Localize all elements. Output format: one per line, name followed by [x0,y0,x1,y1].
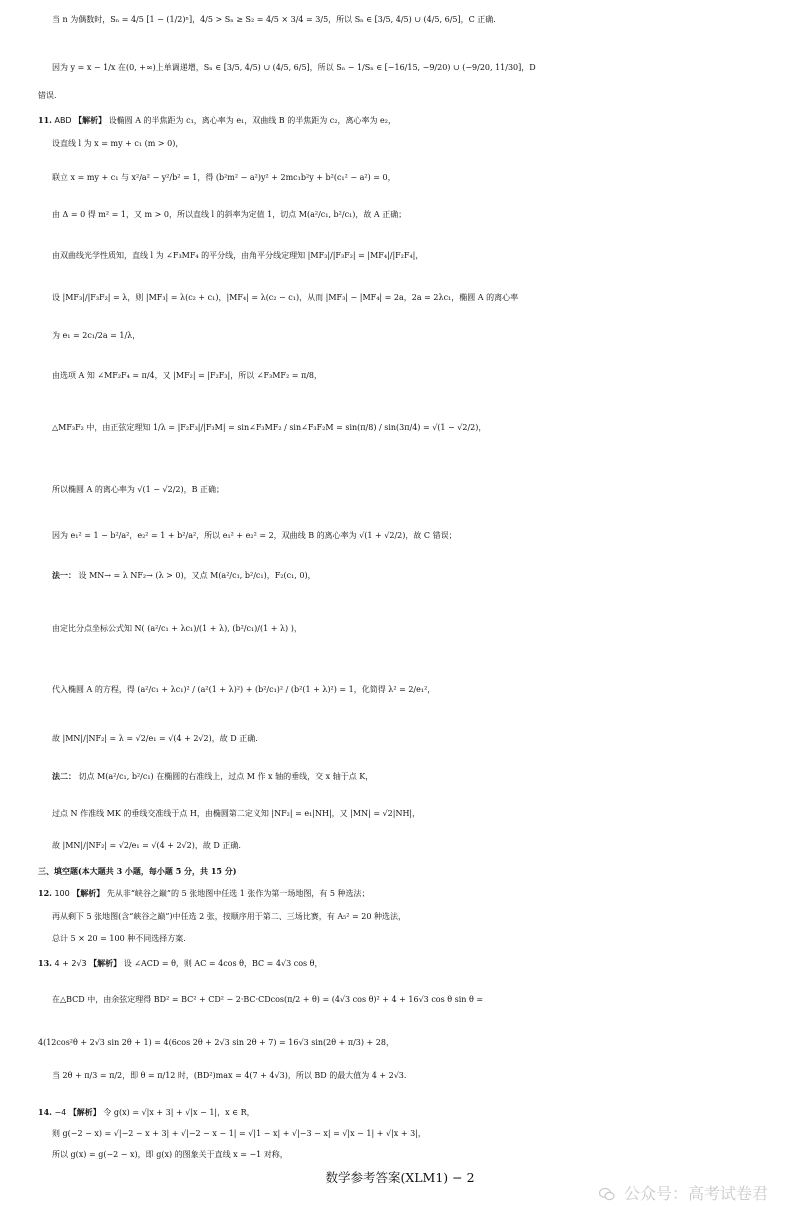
text-line: 当 2θ + π/3 = π/2，即 θ = π/12 时，(BD²)max = 4(7 + 4√3)，所以 BD 的最大值为 4 + 2√3. [52,1071,407,1080]
question-number: 13. [38,958,52,968]
question-number: 14. [38,1107,52,1117]
text-line: 为 e₁ = 2c₁/2a = 1/λ， [52,331,141,340]
question-answer: −4 [54,1108,67,1117]
text-line: 当 n 为偶数时，Sₙ = 4/5 [1 − (1/2)ⁿ]，4/5 > Sₙ ≥ S₂ = 4/5 × 3/4 = 3/5，所以 Sₙ ∈ [3/5, 4/5) ∪ (4/5, 6/5]，C 正确. [52,15,496,24]
text-line: 所以椭圆 A 的离心率为 √(1 − √2/2)，B 正确； [52,485,225,494]
text-line: 错误. [38,91,57,100]
text-line: 故 |MN|/|NF₂| = λ = √2/e₁ = √(4 + 2√2)，故 D 正确. [52,734,258,743]
text-line: 则 g(−2 − x) = √|−2 − x + 3| + √|−2 − x − 1| = √|1 − x| + √|−3 − x| = √|x − 1| + √|x + 3|， [52,1129,426,1138]
question-number: 12. [38,888,52,898]
section-heading: 三、填空题(本大题共 3 小题，每小题 5 分，共 15 分) [38,866,237,876]
analysis-tag: 【解析】 [72,889,105,898]
watermark-text: 公众号：高考试卷君 [623,1184,768,1203]
text-line: 设 ∠ACD = θ，则 AC = 4cos θ，BC = 4√3 cos θ， [123,959,323,968]
q11-first-line [0,115,800,126]
text-line: 切点 M(a²/c₁, b²/c₁) 在椭圆的右准线上，过点 M 作 x 轴的垂线，交 x 轴于点 K， [78,772,374,781]
text-line: 令 g(x) = √|x + 3| + √|x − 1|，x ∈ R， [103,1108,255,1117]
analysis-tag: 【解析】 [68,1108,101,1117]
method-label: 法二： [52,771,76,781]
page-footer: 数学参考答案(XLM1) − 2 [325,1170,475,1185]
text-line: 总计 5 × 20 = 100 种不同选择方案. [52,934,186,943]
text-line: 联立 x = my + c₁ 与 x²/a² − y²/b² = 1，得 (b²m² − a²)y² + 2mc₁b²y + b²(c₁² − a²) = 0， [52,173,396,182]
method-two-line [0,771,800,782]
text-line: 设 MN→ = λ NF₂→ (λ > 0)，又点 M(a²/c₁, b²/c₁)，F₂(c₁, 0)， [78,571,316,580]
q12-first-line [0,888,800,899]
text-line: 再从剩下 5 张地图(含“峡谷之巅”)中任选 2 张，按顺序用于第二、三场比赛，有 A₅² = 20 种选法， [52,912,407,921]
method-label: 法一： [52,570,76,580]
text-line: △MF₃F₂ 中，由正弦定理知 1/λ = |F₂F₃|/|F₃M| = sin∠F₃MF₂ / sin∠F₃F₂M = sin(π/8) / sin(3π/4) = √(1 − √2/2)， [52,423,487,432]
text-line: 由双曲线光学性质知，直线 l 为 ∠F₃MF₄ 的平分线，由角平分线定理知 |MF₃|/|F₃F₂| = |MF₄|/|F₂F₄|， [52,251,424,260]
question-number: 11. [38,115,52,125]
wechat-icon [599,1187,615,1201]
method-one-line [0,570,800,581]
text-line: 故 |MN|/|NF₂| = √2/e₁ = √(4 + 2√2)，故 D 正确. [52,841,241,850]
q14-first-line [0,1107,800,1118]
question-answer: 4 + 2√3 [54,959,87,968]
text-line: 设直线 l 为 x = my + c₁ (m > 0)， [52,139,184,148]
text-line: 先从非“峡谷之巅”的 5 张地图中任选 1 张作为第一场地图，有 5 种选法； [106,889,370,898]
analysis-tag: 【解析】 [89,959,122,968]
analysis-tag: 【解析】 [74,116,107,125]
text-line: 代入椭圆 A 的方程，得 (a²/c₁ + λc₁)² / (a²(1 + λ)²) + (b²/c₁)² / (b²(1 + λ)²) = 1，化简得 λ² = 2/e₁²， [52,685,436,694]
question-answer: ABD [54,116,72,125]
text-line: 设 |MF₃|/|F₃F₂| = λ，则 |MF₃| = λ(c₂ + c₁)，|MF₄| = λ(c₂ − c₁)，从而 |MF₃| − |MF₄| = 2a，2a = 2λc₁，椭圆 A 的离心率 [52,293,519,302]
text-line: 因为 y = x − 1/x 在(0, +∞)上单调递增，Sₙ ∈ [3/5, 4/5) ∪ (4/5, 6/5]，所以 Sₙ − 1/Sₙ ∈ [−16/15, −9/20) ∪ (−9/20, 11/30]，D [52,63,536,72]
q13-first-line [0,958,800,969]
text-line: 所以 g(x) = g(−2 − x)，即 g(x) 的图象关于直线 x = −1 对称， [52,1150,288,1159]
text-line: 由定比分点坐标公式知 N( (a²/c₁ + λc₁)/(1 + λ), (b²/c₁)/(1 + λ) )， [52,624,302,633]
text-line: 设椭圆 A 的半焦距为 c₁，离心率为 e₁，双曲线 B 的半焦距为 c₂，离心率为 e₂， [108,116,396,125]
text-line: 在△BCD 中，由余弦定理得 BD² = BC² + CD² − 2·BC·CDcos(π/2 + θ) = (4√3 cos θ)² + 4 + 16√3 cos θ sin θ = [52,995,484,1004]
question-answer: 100 [54,889,70,898]
watermark [599,1181,768,1204]
text-line: 由选项 A 知 ∠MF₂F₄ = π/4，又 |MF₂| = |F₂F₃|，所以 ∠F₃MF₂ = π/8， [52,371,323,380]
text-line: 因为 e₁² = 1 − b²/a²，e₂² = 1 + b²/a²，所以 e₁² + e₂² = 2，双曲线 B 的离心率为 √(1 + √2/2)，故 C 错误； [52,531,457,540]
text-line: 4(12cos²θ + 2√3 sin 2θ + 1) = 4(6cos 2θ + 2√3 sin 2θ + 7) = 16√3 sin(2θ + π/3) + 28， [38,1038,394,1047]
text-line: 过点 N 作准线 MK 的垂线交准线于点 H，由椭圆第二定义知 |NF₂| = e₁|NH|，又 |MN| = √2|NH|， [52,809,421,818]
text-line: 由 Δ = 0 得 m² = 1，又 m > 0，所以直线 l 的斜率为定值 1，切点 M(a²/c₁, b²/c₁)，故 A 正确； [52,210,407,219]
